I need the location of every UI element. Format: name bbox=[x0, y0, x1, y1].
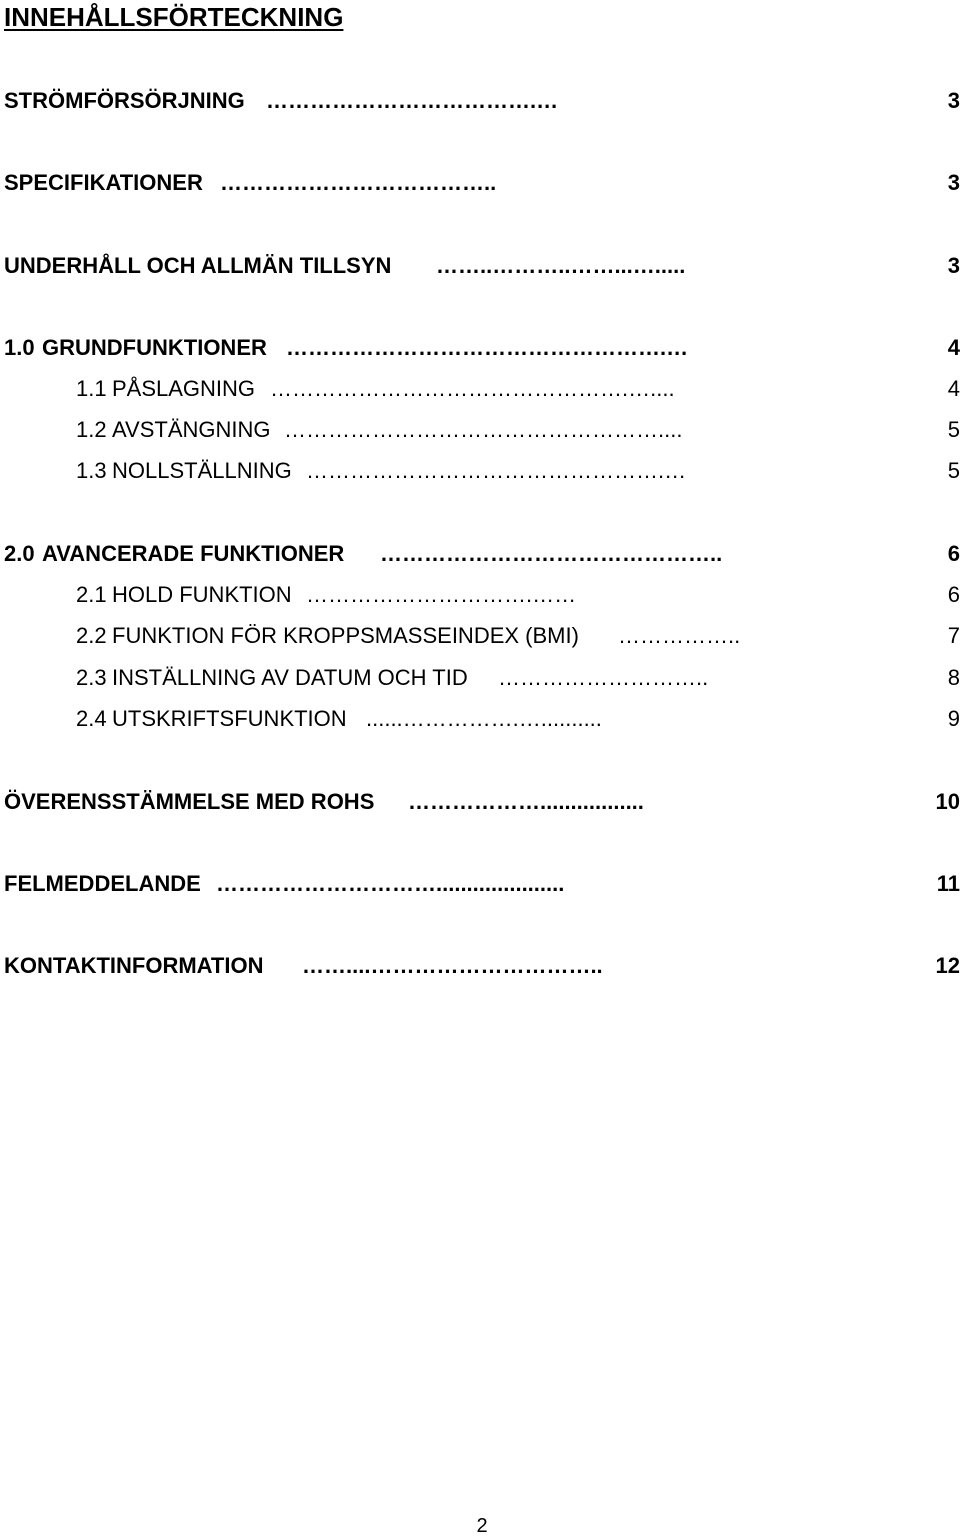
toc-entry-2-1[interactable] bbox=[0, 580, 960, 610]
toc-entry-label: FUNKTION FÖR KROPPSMASSEINDEX (BMI) bbox=[112, 623, 579, 648]
toc-entry-page: 4 bbox=[947, 335, 960, 360]
toc-entry-number: 2.3 bbox=[76, 665, 107, 690]
toc-entry-dots: ......…………….….......... bbox=[366, 706, 602, 731]
toc-entry-2-3[interactable] bbox=[0, 663, 960, 693]
toc-entry-dots: ……..………..……...…..... bbox=[436, 253, 686, 278]
toc-entry-stromforsorjning[interactable] bbox=[0, 86, 960, 116]
toc-entry-number: 1.3 bbox=[76, 458, 107, 483]
toc-entry-dots: …………………………..................... bbox=[216, 871, 565, 896]
toc-entry-page: 6 bbox=[947, 541, 960, 566]
toc-entry-page: 8 bbox=[947, 665, 960, 690]
toc-entry-page: 3 bbox=[947, 253, 960, 278]
toc-entry-2-2[interactable] bbox=[0, 621, 960, 651]
toc-entry-label: UTSKRIFTSFUNKTION bbox=[112, 706, 347, 731]
toc-entry-1-3[interactable] bbox=[0, 456, 960, 486]
page-number: 2 bbox=[476, 1515, 488, 1537]
toc-entry-label: AVANCERADE FUNKTIONER bbox=[42, 541, 345, 566]
toc-entry-dots: ………………………………………….….... bbox=[270, 376, 675, 401]
page-title: INNEHÅLLSFÖRTECKNING bbox=[4, 2, 344, 32]
toc-entry-label: KONTAKTINFORMATION bbox=[4, 953, 264, 978]
toc-entry-label: UNDERHÅLL OCH ALLMÄN TILLSYN bbox=[4, 253, 392, 278]
toc-entry-number: 2.4 bbox=[76, 706, 107, 731]
toc-entry-number: 1.2 bbox=[76, 417, 107, 442]
toc-entry-page: 7 bbox=[947, 623, 960, 648]
toc-entry-label: FELMEDDELANDE bbox=[4, 871, 201, 896]
toc-entry-1-1[interactable] bbox=[0, 374, 960, 404]
toc-entry-page: 4 bbox=[947, 376, 960, 401]
toc-entry-dots: ……………………………….. bbox=[220, 170, 497, 195]
toc-entry-dots: ……………………………….… bbox=[266, 88, 559, 113]
toc-entry-label: STRÖMFÖRSÖRJNING bbox=[4, 88, 245, 113]
toc-entry-label: ÖVERENSSTÄMMELSE MED ROHS bbox=[4, 789, 375, 814]
toc-entry-dots: ……………………………………….. bbox=[380, 541, 723, 566]
toc-entry-2-4[interactable] bbox=[0, 704, 960, 734]
toc-entry-label: AVSTÄNGNING bbox=[112, 417, 271, 442]
toc-entry-label: HOLD FUNKTION bbox=[112, 582, 292, 607]
toc-entry-underhall[interactable] bbox=[0, 251, 960, 281]
toc-entry-page: 3 bbox=[947, 88, 960, 113]
toc-entry-page: 11 bbox=[936, 871, 960, 896]
toc-entry-felmeddelande[interactable] bbox=[0, 869, 960, 899]
toc-entry-page: 5 bbox=[947, 458, 960, 483]
toc-entry-number: 2.0 bbox=[4, 541, 35, 566]
toc-entry-dots: …………………………………………….… bbox=[286, 335, 689, 360]
toc-entry-2-0[interactable] bbox=[0, 539, 960, 569]
toc-entry-page: 9 bbox=[947, 706, 960, 731]
toc-entry-label: GRUNDFUNKTIONER bbox=[42, 335, 267, 360]
toc-entry-number: 2.1 bbox=[76, 582, 107, 607]
toc-entry-label: PÅSLAGNING bbox=[112, 376, 256, 401]
toc-entry-dots: ……………………….. bbox=[498, 665, 709, 690]
toc-entry-label: SPECIFIKATIONER bbox=[4, 170, 203, 195]
toc-entry-label: INSTÄLLNING AV DATUM OCH TID bbox=[112, 665, 468, 690]
toc-entry-dots: ………………………………………….… bbox=[306, 458, 687, 483]
toc-entry-dots: ……....………………………….. bbox=[302, 953, 603, 978]
toc-entry-kontaktinformation[interactable] bbox=[0, 951, 960, 981]
toc-entry-1-0[interactable] bbox=[0, 333, 960, 363]
toc-entry-specifikationer[interactable] bbox=[0, 168, 960, 198]
toc-entry-dots: …………….. bbox=[618, 623, 741, 648]
toc-entry-page: 6 bbox=[947, 582, 960, 607]
toc-entry-1-2[interactable] bbox=[0, 415, 960, 445]
toc-entry-label: NOLLSTÄLLNING bbox=[112, 458, 292, 483]
toc-entry-page: 3 bbox=[947, 170, 960, 195]
toc-entry-rohs[interactable] bbox=[0, 787, 960, 817]
toc-entry-dots: …………………………………………….... bbox=[284, 417, 683, 442]
toc-entry-page: 10 bbox=[935, 789, 960, 814]
toc-entry-number: 2.2 bbox=[76, 623, 107, 648]
toc-entry-page: 12 bbox=[935, 953, 960, 978]
toc-entry-page: 5 bbox=[947, 417, 960, 442]
toc-entry-number: 1.0 bbox=[4, 335, 35, 360]
toc-entry-dots: ………………………….…… bbox=[306, 582, 577, 607]
toc-entry-number: 1.1 bbox=[76, 376, 107, 401]
toc-entry-dots: ………………................. bbox=[408, 789, 644, 814]
